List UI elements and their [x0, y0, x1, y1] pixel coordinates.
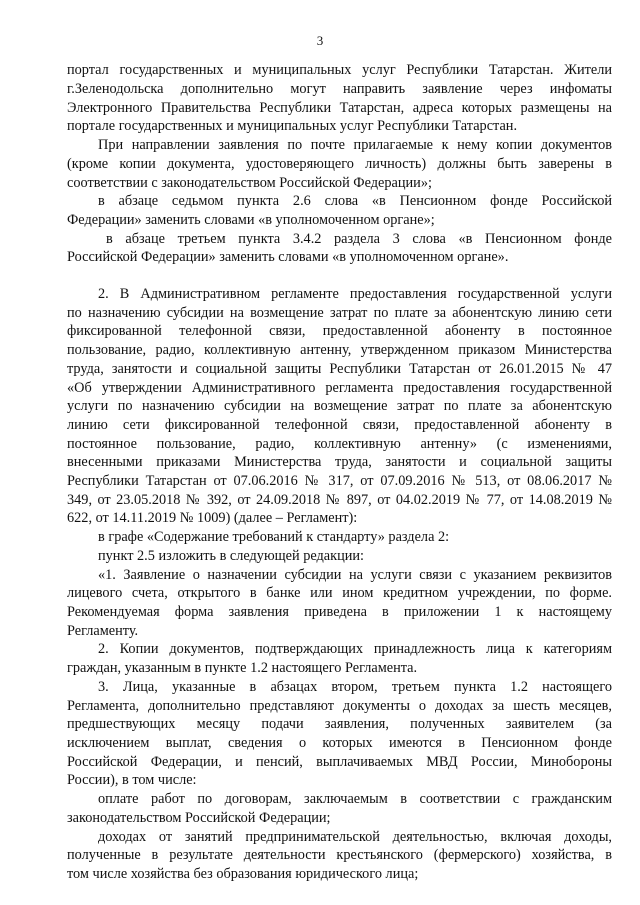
text-line: При направлении заявления по почте прилагаемые к нему копии документов — [98, 137, 612, 153]
text-line: Рекомендуемая форма заявления приведена в приложении 1 к настоящему — [67, 604, 612, 620]
text-line: пункт 2.5 изложить в следующей редакции: — [98, 548, 365, 564]
text-line: законодательством Российской Федерации; — [67, 810, 331, 826]
text-line: в абзаце третьем пункта 3.4.2 раздела 3 слова «в Пенсионном фонде — [106, 231, 612, 247]
text-line: услуги по назначению субсидии на возмещение затрат по плате за абонентскую — [67, 398, 612, 414]
text-line: внесенными приказами Министерства труда, занятости и социальной защиты — [67, 454, 612, 470]
text-line: доходах от занятий предпринимательской деятельностью, включая доходы, — [98, 829, 612, 845]
text-line: по назначению субсидии на возмещение затрат по плате за абонентскую линию сети — [67, 305, 612, 321]
text-line: (кроме копии документа, удостоверяющего личность) должны быть заверены в — [67, 156, 612, 172]
text-line: постоянное пользование, радио, коллективную антенну» (с изменениями, — [67, 436, 612, 452]
text-line: в абзаце седьмом пункта 2.6 слова «в Пенсионном фонде Российской — [98, 193, 612, 209]
text-line: Регламенту. — [67, 623, 139, 639]
text-line: 622, от 14.11.2019 № 1009) (далее – Регламент): — [67, 510, 358, 526]
text-line: Российской Федерации» заменить словами «в уполномоченном органе». — [67, 249, 509, 265]
text-line: портале государственных и муниципальных услуг Республики Татарстан. — [67, 118, 518, 134]
text-line: 349, от 23.05.2018 № 392, от 24.09.2018 № 897, от 04.02.2019 № 77, от 14.08.2019 № — [67, 492, 612, 508]
text-line: г.Зеленодольска дополнительно могут направить заявление через инфоматы — [67, 81, 612, 97]
text-line: «Об утверждении Административного регламента предоставления государственной — [67, 380, 612, 396]
text-line: полученные в результате деятельности крестьянского (фермерского) хозяйства, в — [67, 847, 612, 863]
text-line: 2. Копии документов, подтверждающих принадлежность лица к категориям — [98, 641, 612, 657]
text-line: фиксированной телефонной связи, предоставленной абоненту в постоянное — [67, 323, 612, 339]
text-line: оплате работ по договорам, заключаемым в соответствии с гражданским — [98, 791, 612, 807]
text-line: 3. Лица, указанные в абзацах втором, третьем пункта 1.2 настоящего — [98, 679, 612, 695]
text-line: портал государственных и муниципальных услуг Республики Татарстан. Жители — [67, 62, 612, 78]
text-line: Российской Федерации, и пенсий, выплачиваемых МВД России, Минобороны — [67, 754, 612, 770]
text-line: Федерации» заменить словами «в уполномоченном органе»; — [67, 212, 435, 228]
text-line: предшествующих месяцу подачи заявления, полученных заявителем (за — [67, 716, 612, 732]
page-number: 3 — [316, 33, 324, 48]
text-line: пользование, радио, коллективную антенну, утвержденном приказом Министерства — [67, 342, 612, 358]
text-line: лицевого счета, открытого в банке или ином кредитном учреждении, по форме. — [67, 585, 612, 601]
text-line: том числе хозяйства без образования юридического лица; — [67, 866, 419, 882]
text-line: «1. Заявление о назначении субсидии на услуги связи с указанием реквизитов — [98, 567, 612, 583]
text-line: исключением выплат, сведения о которых имеются в Пенсионном фонде — [67, 735, 612, 751]
text-line: линию сети фиксированной телефонной связи, предоставленной абоненту в — [67, 417, 612, 433]
text-line: Электронного Правительства Республики Татарстан, адреса которых размещены на — [67, 100, 612, 116]
text-line: Республики Татарстан от 07.06.2016 № 317, от 07.09.2016 № 513, от 08.06.2017 № — [67, 473, 612, 489]
text-line: Регламента, дополнительно представляют документы о доходах за шесть месяцев, — [67, 698, 612, 714]
text-line: России), в том числе: — [67, 772, 197, 788]
text-line: соответствии с законодательством Российской Федерации»; — [67, 175, 432, 191]
text-line: в графе «Содержание требований к стандарту» раздела 2: — [98, 529, 450, 545]
text-line: 2. В Административном регламенте предоставления государственной услуги — [98, 286, 612, 302]
text-line: граждан, указанным в пункте 1.2 настоящего Регламента. — [67, 660, 418, 676]
text-line: труда, занятости и социальной защиты Республики Татарстан от 26.01.2015 № 47 — [67, 361, 612, 377]
